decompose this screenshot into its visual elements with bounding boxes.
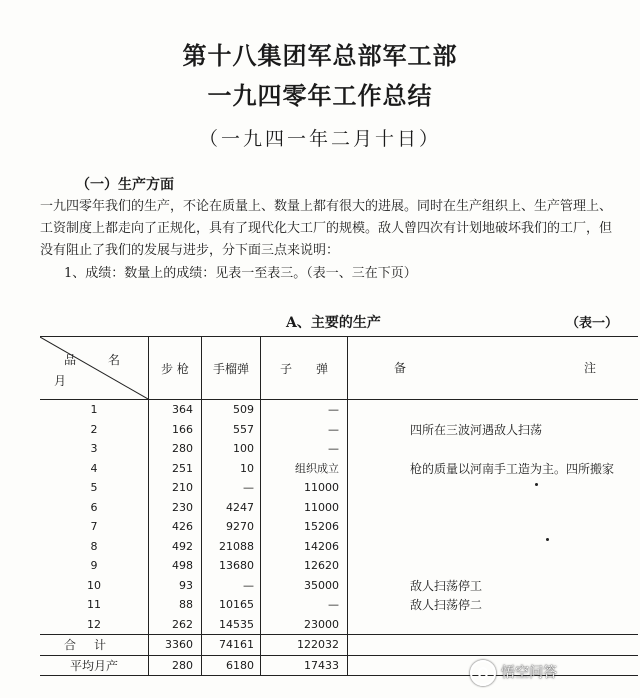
table-row — [40, 517, 638, 537]
grenade-cell: 13680 — [202, 556, 261, 576]
rifle-cell: 230 — [149, 498, 202, 518]
grenade-cell: 557 — [202, 420, 261, 440]
month-cell: 5 — [90, 481, 98, 495]
average-label: 平均月产 — [40, 655, 149, 676]
note-cell — [348, 556, 639, 576]
header-rifle: 步 枪 — [149, 337, 202, 400]
bullet-cell: — — [261, 439, 348, 459]
note-cell — [348, 478, 639, 498]
note-cell — [348, 537, 639, 557]
grenade-cell: — — [202, 576, 261, 596]
wukong-logo-icon — [470, 660, 496, 686]
bullet-cell: — — [261, 420, 348, 440]
note-cell: 敌人扫荡停工 — [348, 576, 639, 596]
table-row — [40, 478, 638, 498]
table-total-row — [40, 635, 638, 656]
rifle-cell: 498 — [149, 556, 202, 576]
bullet-cell: 14206 — [261, 537, 348, 557]
grenade-cell: 14535 — [202, 615, 261, 635]
total-note — [348, 635, 639, 656]
table-row — [40, 498, 638, 518]
note-cell: 敌人扫荡停二 — [348, 595, 639, 615]
table-row — [40, 400, 638, 420]
item-one-text: 1、成绩：数量上的成绩：见表一至表三。（表一、三在下页） — [64, 266, 417, 281]
grenade-cell: 10 — [202, 459, 261, 479]
bullet-cell: 11000 — [261, 498, 348, 518]
note-cell — [348, 615, 639, 635]
month-cell: 4 — [90, 461, 98, 475]
bullet-cell: 12620 — [261, 556, 348, 576]
grenade-cell: 4247 — [202, 498, 261, 518]
month-cell: 10 — [87, 578, 101, 592]
month-cell: 1 — [90, 403, 98, 417]
total-grenade: 74161 — [202, 635, 261, 656]
header-corner-cell — [40, 337, 149, 400]
note-cell — [348, 439, 639, 459]
note-cell: 四所在三波河遇敌人扫荡 — [348, 420, 639, 440]
rifle-cell: 88 — [149, 595, 202, 615]
rifle-cell: 166 — [149, 420, 202, 440]
month-cell: 2 — [90, 422, 98, 436]
corner-diagonal-icon — [40, 337, 148, 399]
note-cell — [348, 498, 639, 518]
rifle-cell: 210 — [149, 478, 202, 498]
header-grenade: 手榴弹 — [202, 337, 261, 400]
header-note-right: 注 — [584, 361, 597, 375]
average-grenade: 6180 — [202, 655, 261, 676]
total-rifle: 3360 — [149, 635, 202, 656]
grenade-cell: 21088 — [202, 537, 261, 557]
month-cell: 7 — [90, 520, 98, 534]
grenade-cell: — — [202, 478, 261, 498]
table-row — [40, 595, 638, 615]
month-cell: 11 — [87, 598, 101, 612]
month-cell: 3 — [90, 442, 98, 456]
bullet-cell: 23000 — [261, 615, 348, 635]
scan-speck — [535, 483, 538, 486]
bullet-cell: — — [261, 595, 348, 615]
rifle-cell: 426 — [149, 517, 202, 537]
production-table — [40, 336, 638, 676]
watermark-text: 悟空问答 — [501, 665, 557, 681]
table-row — [40, 556, 638, 576]
bullet-cell: 35000 — [261, 576, 348, 596]
month-cell: 8 — [90, 539, 98, 553]
grenade-cell: 100 — [202, 439, 261, 459]
table-header-row — [40, 337, 638, 400]
rifle-cell: 251 — [149, 459, 202, 479]
scan-speck — [546, 538, 549, 541]
table-row — [40, 420, 638, 440]
bullet-cell: 15206 — [261, 517, 348, 537]
grenade-cell: 10165 — [202, 595, 261, 615]
month-cell: 6 — [90, 500, 98, 514]
table-row — [40, 439, 638, 459]
document-title: 一九四零年工作总结 — [207, 81, 433, 110]
month-cell: 12 — [87, 617, 101, 631]
rifle-cell: 93 — [149, 576, 202, 596]
grenade-cell: 9270 — [202, 517, 261, 537]
total-bullet: 122032 — [261, 635, 348, 656]
header-note-left: 备 — [394, 361, 407, 375]
body-paragraph — [40, 196, 612, 262]
total-label: 合计 — [40, 635, 149, 656]
bullet-cell: — — [261, 400, 348, 420]
header-bullet: 子 弹 — [261, 337, 348, 400]
note-cell — [348, 517, 639, 537]
bullet-cell: 11000 — [261, 478, 348, 498]
header-item-name: 品 名 — [64, 353, 134, 367]
document-title-org: 第十八集团军总部军工部 — [182, 41, 458, 70]
rifle-cell: 364 — [149, 400, 202, 420]
average-rifle: 280 — [149, 655, 202, 676]
watermark — [470, 660, 557, 686]
section-heading: （一）生产方面 — [76, 177, 174, 193]
rifle-cell: 262 — [149, 615, 202, 635]
document-date: （一九四一年二月十日） — [198, 128, 441, 150]
month-cell: 9 — [90, 559, 98, 573]
table-number: （表一） — [566, 316, 619, 331]
table-row — [40, 615, 638, 635]
table-row — [40, 576, 638, 596]
rifle-cell: 492 — [149, 537, 202, 557]
note-cell — [348, 400, 639, 420]
note-cell: 枪的质量以河南手工造为主。四所搬家 — [348, 459, 639, 479]
paragraph-text: 一九四零年我们的生产，不论在质量上、数量上都有很大的进展。同时在生产组织上、生产管理上、工资制度上都走向了正规化，具有了现代化大工厂的规模。敌人曾四次有计划地破坏我们的工厂，但没有阻止了我们的发展与进步，分下面三点来说明： — [40, 199, 613, 258]
rifle-cell: 280 — [149, 439, 202, 459]
header-note — [348, 337, 639, 400]
header-month: 月 — [54, 374, 67, 388]
table-row — [40, 459, 638, 479]
average-bullet: 17433 — [261, 655, 348, 676]
bullet-cell: 组织成立 — [261, 459, 348, 479]
table-title: A、主要的生产 — [286, 315, 381, 331]
grenade-cell: 509 — [202, 400, 261, 420]
